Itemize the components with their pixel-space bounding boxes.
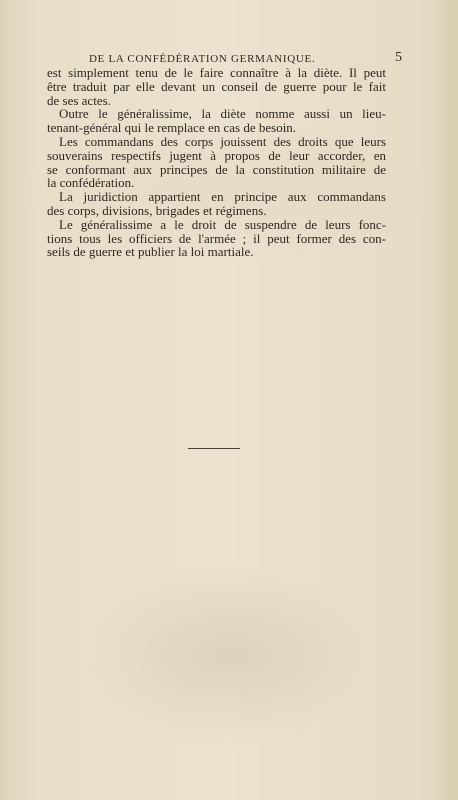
text-line: souverains respectifs jugent à propos de leur accorder, en (47, 147, 386, 163)
page-number: 5 (395, 50, 402, 65)
section-divider-rule (188, 448, 240, 449)
text-line: est simplement tenu de le faire connaître à la diète. Il peut (47, 65, 386, 80)
text-line: Le généralissime a le droit de suspendre de leurs fonc- (59, 216, 386, 232)
running-head-title: DE LA CONFÉDÉRATION GERMANIQUE. (89, 53, 316, 65)
body-text (47, 66, 386, 259)
text-line: se conformant aux principes de la constitution militaire de (47, 161, 386, 177)
text-line: être traduit par elle devant un conseil de guerre pour le fait (47, 78, 386, 94)
text-line: de ses actes. (47, 92, 111, 108)
text-line: des corps, divisions, brigades et régimens. (47, 202, 267, 218)
text-line: La juridiction appartient en principe aux commandans (59, 189, 386, 205)
text-line: tions tous les officiers de l'armée ; il peut former des con- (47, 230, 386, 246)
text-line: seils de guerre et publier la loi martiale. (47, 244, 254, 260)
text-line: tenant-général qui le remplace en cas de besoin. (47, 120, 297, 136)
text-line: Les commandans des corps jouissent des droits que leurs (59, 133, 386, 149)
text-line: Outre le généralissime, la diète nomme aussi un lieu- (59, 106, 386, 122)
text-line: la confédération. (47, 175, 135, 191)
